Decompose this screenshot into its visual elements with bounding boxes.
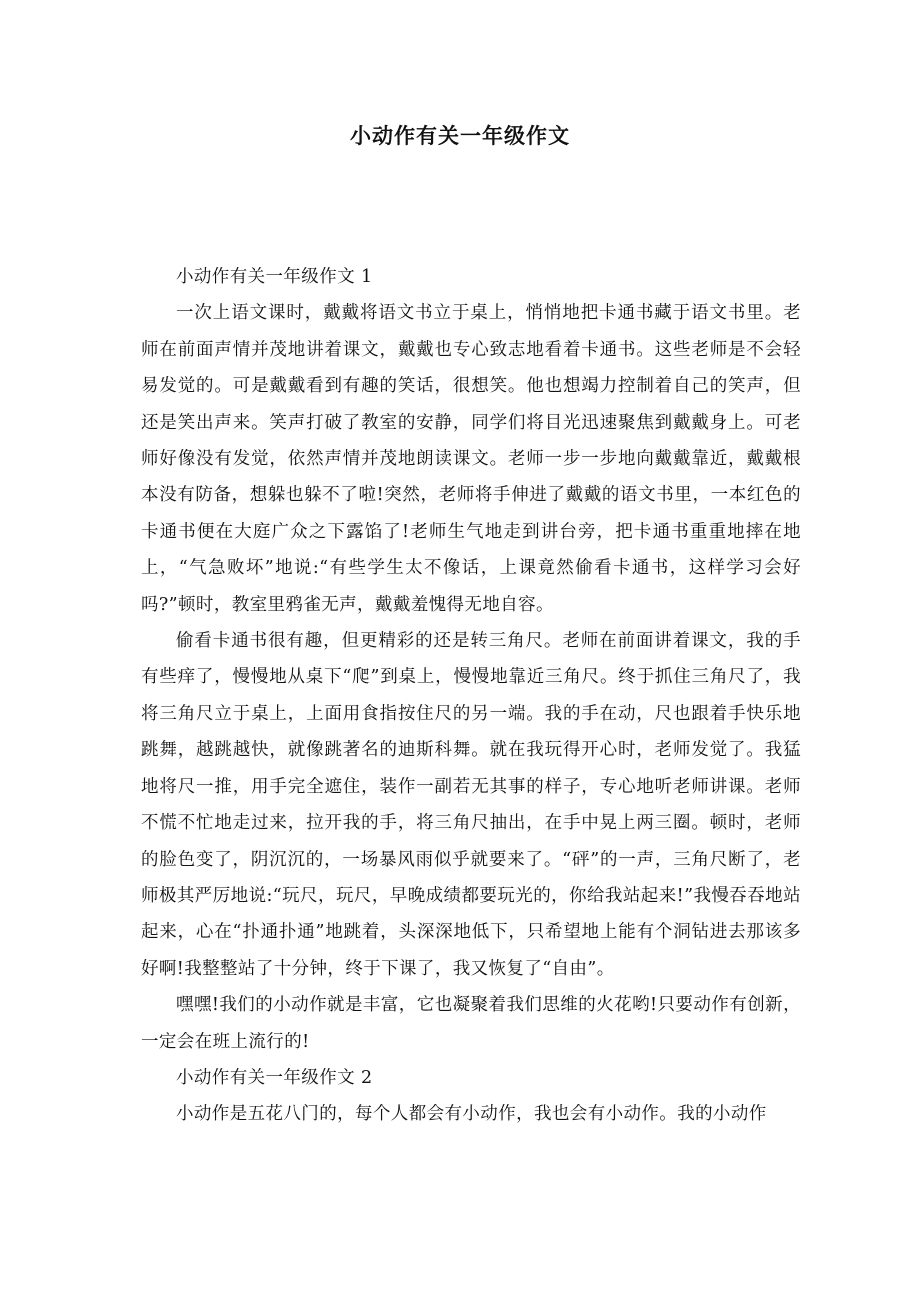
section-heading: 小动作有关一年级作文 2 xyxy=(176,1067,373,1088)
paragraph: 偷看卡通书很有趣，但更精彩的还是转三角尺。老师在前面讲着课文，我的手有些痒了，慢慢地从桌下“爬”到桌上，慢慢地靠近三角尺。终于抓住三角尺了，我将三角尺立于桌上，上面用食指按住尺的另一端。我的手在动，尺也跟着手快乐地跳舞，越跳越快，就像跳著名的迪斯科舞。就在我玩得开心时，老师发觉了。我猛地将尺一推，用手完全遮住，装作一副若无其事的样子，专心地听老师讲课。老师不慌不忙地走过来，拉开我的手，将三角尺抽出，在手中晃上两三圈。顿时，老师的脸色变了，阴沉沉的，一场暴风雨似乎就要来了。“砰”的一声，三角尺断了，老师极其严厉地说:“玩尺，玩尺，早晚成绩都要玩光的，你给我站起来!”我慢吞吞地站起来，心在“扑通扑通”地跳着，头深深地低下，只希望地上能有个洞钻进去那该多好啊!我整整站了十分钟，终于下课了，我又恢复了“自由”。 xyxy=(141,631,801,979)
document-title: 小动作有关一年级作文 xyxy=(350,123,570,148)
paragraph: 小动作是五花八门的，每个人都会有小动作，我也会有小动作。我的小动作 xyxy=(176,1104,767,1125)
paragraph: 嘿嘿!我们的小动作就是丰富，它也凝聚着我们思维的火花哟!只要动作有创新，一定会在班上流行的! xyxy=(141,995,801,1052)
document-body xyxy=(141,259,801,1133)
section-heading: 小动作有关一年级作文 1 xyxy=(176,267,373,287)
paragraph: 一次上语文课时，戴戴将语文书立于桌上，悄悄地把卡通书藏于语文书里。老师在前面声情并茂地讲着课文，戴戴也专心致志地看着卡通书。这些老师是不会轻易发觉的。可是戴戴看到有趣的笑话，很想笑。他也想竭力控制着自己的笑声，但还是笑出声来。笑声打破了教室的安静，同学们将目光迅速聚焦到戴戴身上。可老师好像没有发觉，依然声情并茂地朗读课文。老师一步一步地向戴戴靠近，戴戴根本没有防备，想躲也躲不了啦!突然，老师将手伸进了戴戴的语文书里，一本红色的卡通书便在大庭广众之下露馅了!老师生气地走到讲台旁，把卡通书重重地摔在地上，“气急败坏”地说:“有些学生太不像话，上课竟然偷看卡通书，这样学习会好吗?”顿时，教室里鸦雀无声，戴戴羞愧得无地自容。 xyxy=(141,303,801,615)
